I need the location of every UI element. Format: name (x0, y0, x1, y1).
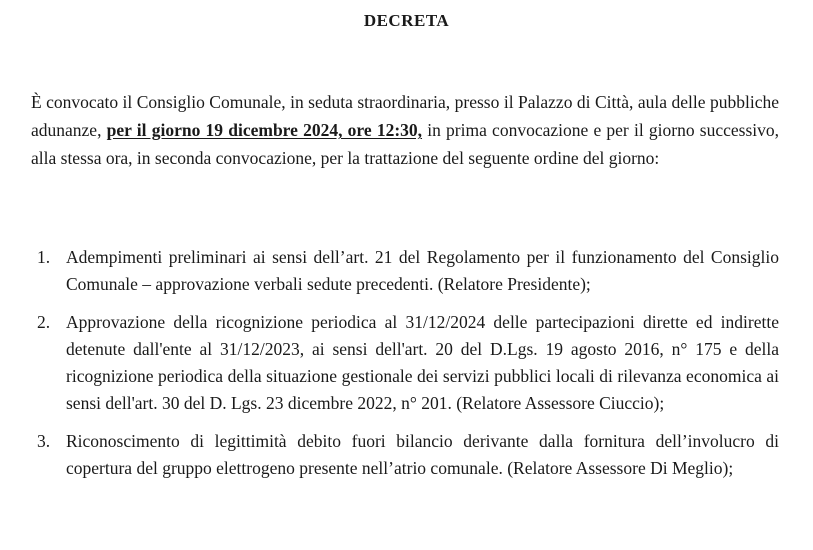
agenda-item-text: Approvazione della ricognizione periodica al 31/12/2024 delle partecipazioni dirette ed indirette detenute dall'ente al 31/12/2023, ai sensi dell'art. 20 del D.Lgs. 19 agosto 2016, n° 175 e della ricognizione periodica della situazione gestionale dei servizi pubblici locali di rilevanza economica ai sensi dell'art. 30 del D. Lgs. 23 dicembre 2022, n° 201. (Relatore Assessore Ciuccio); (66, 311, 779, 414)
agenda-item-number: 3. (37, 430, 51, 451)
intro-text-end: in prima convocazione e per il giorno successivo, alla stessa ora, in seconda convocazione, per la trattazione del seguente ordine del giorno: (31, 120, 779, 168)
agenda-item-number: 1. (37, 247, 51, 267)
intro-text-start: È convocato il Consiglio Comunale, in seduta straordinaria, presso il Palazzo di Città, aula delle pubbliche adunanze, (31, 92, 779, 140)
convocation-paragraph (31, 88, 779, 172)
agenda-item-text: Riconoscimento di legittimità debito fuori bilancio derivante dalla fornitura dell’involucro di copertura del gruppo elettrogeno presente nell’atrio comunale. (Relatore Assessore Di Meglio); (66, 430, 779, 479)
agenda-item (31, 428, 779, 483)
meeting-date-time: per il giorno 19 dicembre 2024, ore 12:30, (106, 120, 423, 140)
agenda-item (31, 244, 779, 299)
decree-heading: DECRETA (363, 11, 450, 30)
agenda-list (31, 244, 779, 492)
agenda-item (31, 309, 779, 418)
agenda-item-number: 2. (37, 311, 51, 332)
agenda-item-text: Adempimenti preliminari ai sensi dell’art. 21 del Regolamento per il funzionamento del Consiglio Comunale – approvazione verbali sedute precedenti. (Relatore Presidente); (66, 247, 779, 295)
